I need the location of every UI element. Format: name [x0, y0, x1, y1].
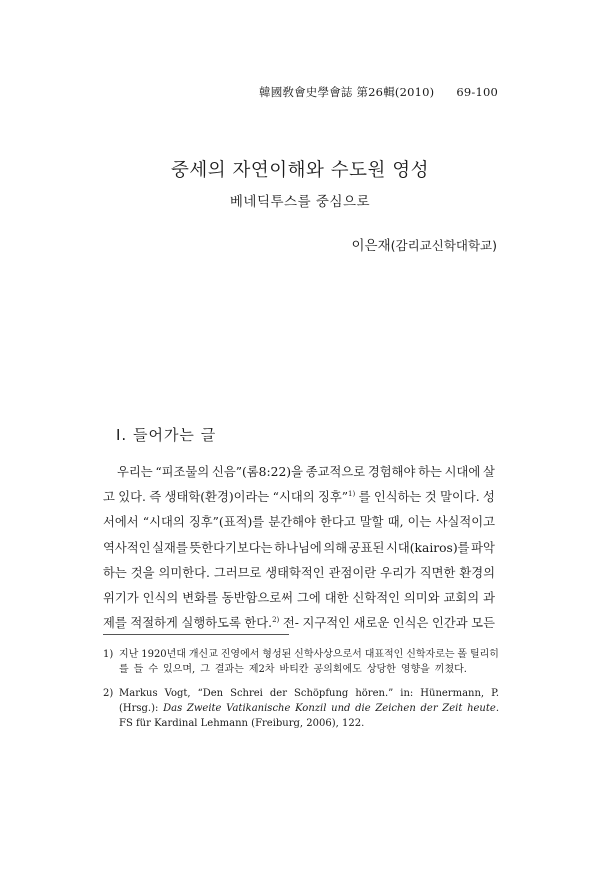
footnote-word: 바티칸 — [279, 664, 309, 675]
footnote-text: Markus Vogt, “Den Schrei der Schöpfung hören.” in: Hünermann, P. (Hrsg.): — [119, 688, 499, 714]
body-word: 의미와 — [403, 590, 440, 605]
body-word: 를 — [358, 490, 371, 505]
body-word: 이는 — [407, 515, 432, 530]
body-line — [103, 586, 495, 611]
body-word: 시대에 — [444, 465, 481, 479]
body-line — [103, 536, 495, 561]
body-word: 생태학(환경)이라는 — [164, 490, 270, 505]
footnote-text: FS für Kardinal Lehmann (Freiburg, 2006), 122. — [119, 718, 365, 729]
body-word: 말할 — [359, 515, 384, 530]
body-word: 것 — [424, 490, 437, 505]
body-word: 파악 — [471, 540, 495, 555]
body-word: 전- — [282, 616, 299, 631]
footnote-word: 틸리히 — [469, 649, 499, 660]
footnote-word: 상당한 — [366, 664, 396, 675]
body-word: 종교적으로 — [305, 465, 366, 479]
section-heading: I. 들어가는 글 — [116, 426, 217, 444]
body-word: 인식하는 — [373, 490, 422, 505]
body-word: 지구적인 — [302, 616, 350, 631]
footnote-word: 끼쳤다. — [434, 664, 467, 675]
body-word: 우리는 — [117, 465, 153, 479]
body-word: 공표된 — [348, 540, 385, 555]
paper-title: 중세의 자연이해와 수도원 영성 — [171, 160, 429, 181]
body-word: 한다고 — [320, 515, 356, 530]
body-word: 인간과 — [432, 616, 468, 631]
body-word: 고 — [103, 490, 115, 505]
footnote-line — [119, 647, 499, 662]
body-word: 징후”$^{1)}$ — [317, 490, 356, 505]
body-word: 위기가 — [103, 590, 139, 605]
body-word: 교회의 — [443, 590, 480, 605]
body-word: 직면한 — [419, 565, 456, 580]
body-word: 모든 — [471, 616, 495, 631]
paper-subtitle: 베네딕투스를 중심으로 — [229, 194, 371, 210]
body-word: 인식의 — [142, 590, 179, 605]
body-word: 경험해야 — [367, 465, 416, 479]
footnote-word: 공의회에도 — [313, 664, 362, 675]
footnote-word: 신학사상으로서 — [294, 649, 362, 660]
body-word: 과 — [483, 590, 495, 605]
footnote-rule — [103, 634, 289, 635]
body-word: “피조물의 — [155, 465, 210, 479]
body-word: 관점이란 — [328, 565, 377, 580]
body-word: 대한 — [324, 590, 349, 605]
footnote-word: 그 — [200, 664, 210, 675]
footnote-word: 폴 — [457, 649, 468, 660]
footnote-line — [119, 662, 499, 677]
footnote-word: 결과는 — [214, 664, 244, 675]
body-word: 시대(kairos)를 — [385, 540, 470, 555]
footnote-number: 2) — [103, 688, 114, 699]
footnote-word: 개신교 — [188, 649, 218, 660]
body-line — [103, 485, 495, 510]
body-word: 동반함으로써 — [221, 590, 294, 605]
footnote-word: 지난 — [119, 649, 139, 660]
body-word: 적절하게 — [130, 616, 178, 631]
footnote-word: 대표적인 — [364, 649, 404, 660]
body-word: 우리가 — [380, 565, 416, 580]
body-word: 의미한다. — [158, 565, 210, 580]
body-word: 분간해야 — [268, 515, 316, 530]
body-word: 환경의 — [459, 565, 495, 580]
footnote-word: 있으며, — [163, 664, 196, 675]
body-word: “시대의 — [142, 515, 185, 530]
footnote-word: 영향을 — [400, 664, 430, 675]
body-word: 성 — [483, 490, 495, 505]
body-word: 실행하도록 — [181, 616, 241, 631]
body-word: 실재를 — [152, 540, 188, 555]
footnote-book-title: Das Zweite Vatikanische Konzil und die Zeichen der Zeit heute. — [163, 703, 499, 714]
author-name: 이은재 — [351, 238, 391, 254]
body-word: 때, — [387, 515, 404, 530]
body-word: 하나님에 — [274, 540, 322, 555]
body-word: 살 — [483, 465, 495, 479]
footnote-word: 신학자로는 — [406, 649, 455, 660]
body-word: 그러므로 — [213, 565, 262, 580]
body-line — [103, 510, 495, 535]
author-line — [352, 234, 497, 254]
footnote-number: 1) — [103, 649, 114, 660]
footnote-word: 제2차 — [248, 664, 275, 675]
body-word: 생태학적인 — [265, 565, 325, 580]
body-word: 인식은 — [392, 616, 429, 631]
body-word: 징후”(표적)를 — [188, 515, 265, 530]
footnote-word: 를 — [119, 664, 129, 675]
body-word: 변화를 — [182, 590, 218, 605]
footnote-word: 1920년대 — [141, 649, 186, 660]
body-word: 의해 — [323, 540, 348, 555]
body-word: 한다.$^{2)}$ — [244, 616, 280, 631]
body-word: 것을 — [130, 565, 155, 580]
footnote-ref-2[interactable]: 2) — [272, 616, 280, 625]
body-word: 말이다. — [440, 490, 480, 505]
body-word: 서에서 — [103, 515, 139, 530]
body-word: 역사적인 — [103, 540, 151, 555]
footnote-ref-1[interactable]: 1) — [348, 490, 356, 499]
body-word: 새로운 — [353, 616, 390, 631]
page-range: 69-100 — [456, 85, 498, 99]
body-word: 신학적인 — [352, 590, 400, 605]
footnote-word: 들 — [133, 664, 144, 675]
footnote-1 — [103, 647, 499, 677]
body-word: 사실적이고 — [435, 515, 495, 530]
body-word: 신음”(롬8:22)을 — [211, 465, 303, 479]
journal-name: 韓國敎會史學會誌 第26輯(2010) — [259, 85, 435, 99]
body-word: 있다. — [118, 490, 146, 505]
footnote-word: 형성된 — [262, 649, 292, 660]
body-line — [103, 460, 495, 485]
body-paragraph — [103, 460, 495, 636]
body-line — [103, 611, 495, 636]
footnote-word: 수 — [148, 664, 159, 675]
footnote-2 — [103, 686, 499, 731]
author-affiliation: (감리교신학대학교) — [390, 238, 497, 253]
body-word: 그에 — [297, 590, 321, 605]
body-word: 하는 — [418, 465, 442, 479]
body-word: 제를 — [103, 616, 127, 631]
footnote-word: 진영에서 — [220, 649, 260, 660]
running-header — [259, 84, 498, 100]
body-word: 하는 — [103, 565, 127, 580]
body-word: “시대의 — [272, 490, 315, 505]
body-line — [103, 561, 495, 586]
body-word: 즉 — [149, 490, 162, 505]
body-word: 뜻한다기보다는 — [189, 540, 273, 555]
